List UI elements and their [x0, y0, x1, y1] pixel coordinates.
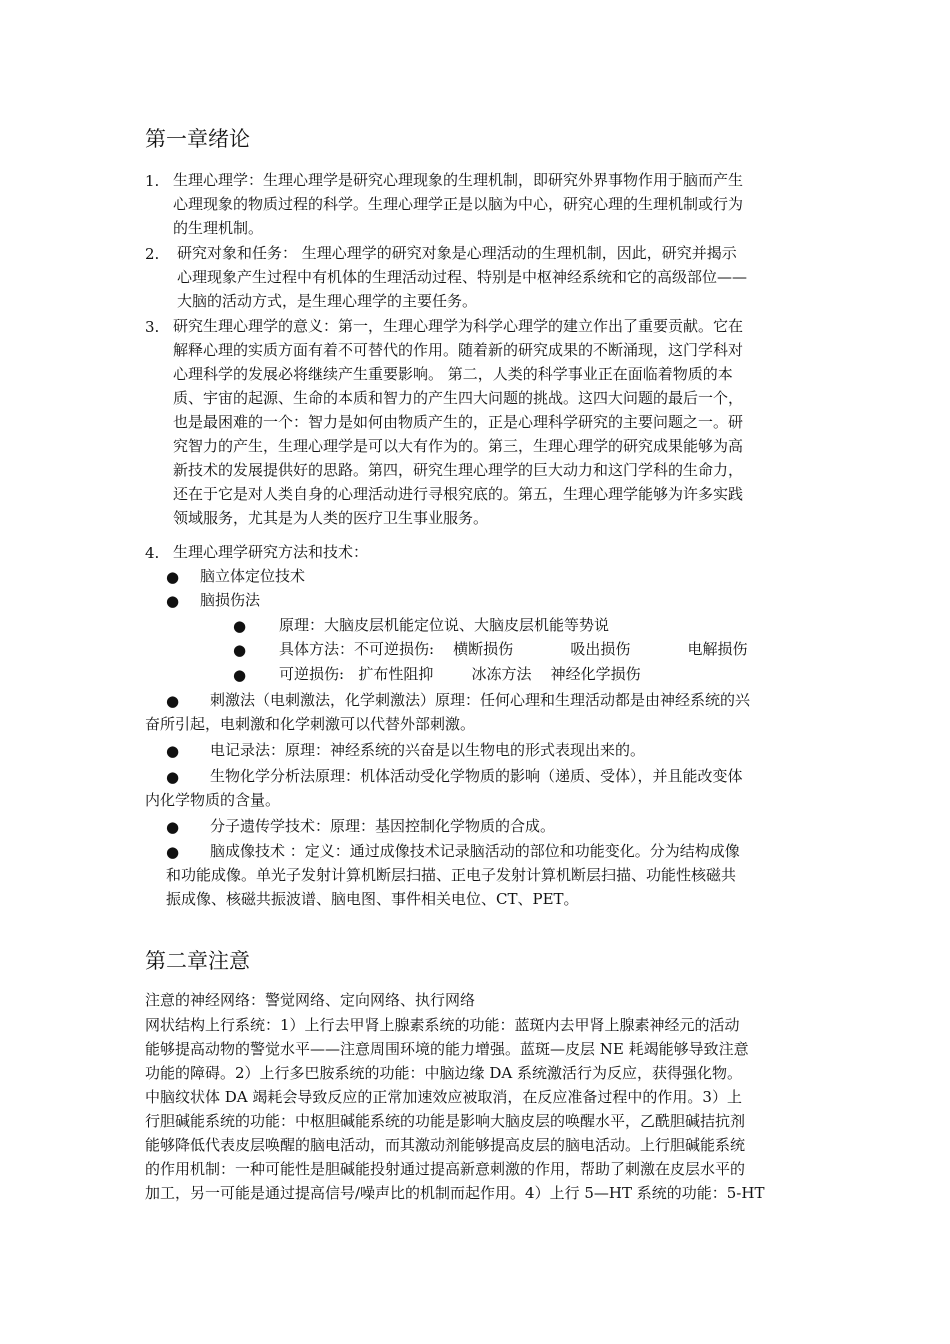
bullet-icon: ●	[166, 843, 180, 861]
item-3-line-1: 研究生理心理学的意义：第一，生理心理学为科学心理学的建立作出了重要贡献。它在	[173, 317, 744, 335]
item-3-line-9: 领域服务，尤其是为人类的医疗卫生事业服务。	[173, 509, 489, 527]
item-2-line-2: 心理现象产生过程中有机体的生理活动过程、特别是中枢神经系统和它的高级部位——	[177, 268, 748, 286]
bullet-icon: ●	[166, 742, 180, 760]
ch2-line-1: 注意的神经网络：警觉网络、定向网络、执行网络	[145, 991, 476, 1009]
item-3-line-5: 也是最困难的一个：智力是如何由物质产生的，正是心理科学研究的主要问题之一。研	[173, 413, 744, 431]
bullet-icon: ●	[166, 818, 180, 836]
list-number-4: 4.	[145, 544, 160, 562]
item-3-line-4: 质、宇宙的起源、生命的本质和智力的产生四大问题的挑战。这四大问题的最后一个，	[173, 389, 744, 407]
lesion-methods-irreversible: 具体方法：不可逆损伤: 横断损伤 吸出损伤 电解损伤	[279, 640, 748, 658]
bullet-icon: ●	[233, 666, 247, 684]
ch2-line-3: 能够提高动物的警觉水平——注意周围环境的能力增强。蓝斑—皮层 NE 耗竭能够导致注意	[145, 1040, 749, 1058]
item-3-line-6: 究智力的产生，生理心理学是可以大有作为的。第三，生理心理学的研究成果能够为高	[173, 437, 744, 455]
ch2-line-4: 功能的障碍。2）上行多巴胺系统的功能：中脑边缘 DA 系统激活行为反应，获得强化物。	[145, 1064, 742, 1082]
method-imaging-line-3: 振成像、核磁共振波谱、脑电图、事件相关电位、CT、PET。	[166, 890, 579, 908]
item-1-line-3: 的生理机制。	[173, 219, 264, 237]
item-2-line-1: 研究对象和任务： 生理心理学的研究对象是心理活动的生理机制，因此，研究并揭示	[177, 244, 737, 262]
lesion-principle: 原理：大脑皮层机能定位说、大脑皮层机能等势说	[279, 616, 610, 634]
bullet-icon: ●	[166, 592, 180, 610]
list-number-2: 2.	[145, 245, 160, 263]
item-4-line-1: 生理心理学研究方法和技术：	[173, 543, 369, 561]
method-stereotaxic: 脑立体定位技术	[200, 567, 306, 585]
item-1-line-1: 生理心理学：生理心理学是研究心理现象的生理机制，即研究外界事物作用于脑而产生	[173, 171, 744, 189]
bullet-icon: ●	[166, 692, 180, 710]
method-genetic: 分子遗传学技术：原理：基因控制化学物质的合成。	[210, 817, 556, 835]
method-lesion: 脑损伤法	[200, 591, 261, 609]
method-biochem-line-1: 生物化学分析法原理：机体活动受化学物质的影响（递质、受体），并且能改变体	[210, 767, 743, 785]
ch2-line-6: 行胆碱能系统的功能：中枢胆碱能系统的功能是影响大脑皮层的唤醒水平，乙酰胆碱拮抗剂	[145, 1112, 746, 1130]
bullet-icon: ●	[233, 617, 247, 635]
method-stimulation-line-1: 刺激法（电刺激法，化学刺激法）原理：任何心理和生理活动都是由神经系统的兴	[210, 691, 751, 709]
method-biochem-line-2: 内化学物质的含量。	[145, 791, 281, 809]
item-3-line-2: 解释心理的实质方面有着不可替代的作用。随着新的研究成果的不断涌现，这门学科对	[173, 341, 744, 359]
ch2-line-2: 网状结构上行系统：1）上行去甲肾上腺素系统的功能：蓝斑内去甲肾上腺素神经元的活动	[145, 1016, 740, 1034]
ch2-line-7: 能够降低代表皮层唤醒的脑电活动，而其激动剂能够提高皮层的脑电活动。上行胆碱能系统	[145, 1136, 746, 1154]
list-number-3: 3.	[145, 318, 160, 336]
item-3-line-8: 还在于它是对人类自身的心理活动进行寻根究底的。第五，生理心理学能够为许多实践	[173, 485, 744, 503]
bullet-icon: ●	[166, 568, 180, 586]
ch2-line-8: 的作用机制：一种可能性是胆碱能投射通过提高新意刺激的作用，帮助了刺激在皮层水平的	[145, 1160, 746, 1178]
item-1-line-2: 心理现象的物质过程的科学。生理心理学正是以脑为中心，研究心理的生理机制或行为	[173, 195, 744, 213]
ch2-line-5: 中脑纹状体 DA 竭耗会导致反应的正常加速效应被取消，在反应准备过程中的作用。3）上	[145, 1088, 742, 1106]
chapter-2-title: 第二章注意	[145, 949, 250, 973]
item-3-line-7: 新技术的发展提供好的思路。第四，研究生理心理学的巨大动力和这门学科的生命力，	[173, 461, 744, 479]
list-number-1: 1.	[145, 172, 160, 190]
method-recording: 电记录法：原理：神经系统的兴奋是以生物电的形式表现出来的。	[210, 741, 646, 759]
bullet-icon: ●	[166, 768, 180, 786]
bullet-icon: ●	[233, 641, 247, 659]
method-imaging-line-2: 和功能成像。单光子发射计算机断层扫描、正电子发射计算机断层扫描、功能性核磁共	[166, 866, 737, 884]
chapter-1-title: 第一章绪论	[145, 127, 250, 151]
item-2-line-3: 大脑的活动方式，是生理心理学的主要任务。	[177, 292, 478, 310]
lesion-methods-reversible: 可逆损伤: 扩布性阻抑 冰冻方法 神经化学损伤	[279, 665, 641, 683]
method-imaging-line-1: 脑成像技术 ：定义：通过成像技术记录脑活动的部位和功能变化。分为结构成像	[210, 842, 740, 860]
item-3-line-3: 心理科学的发展必将继续产生重要影响。 第二，人类的科学事业正在面临着物质的本	[173, 365, 733, 383]
method-stimulation-line-2: 奋所引起，电刺激和化学刺激可以代替外部刺激。	[145, 715, 476, 733]
ch2-line-9: 加工，另一可能是通过提高信号/噪声比的机制而起作用。4）上行 5—HT 系统的功能：5-HT	[145, 1184, 765, 1202]
